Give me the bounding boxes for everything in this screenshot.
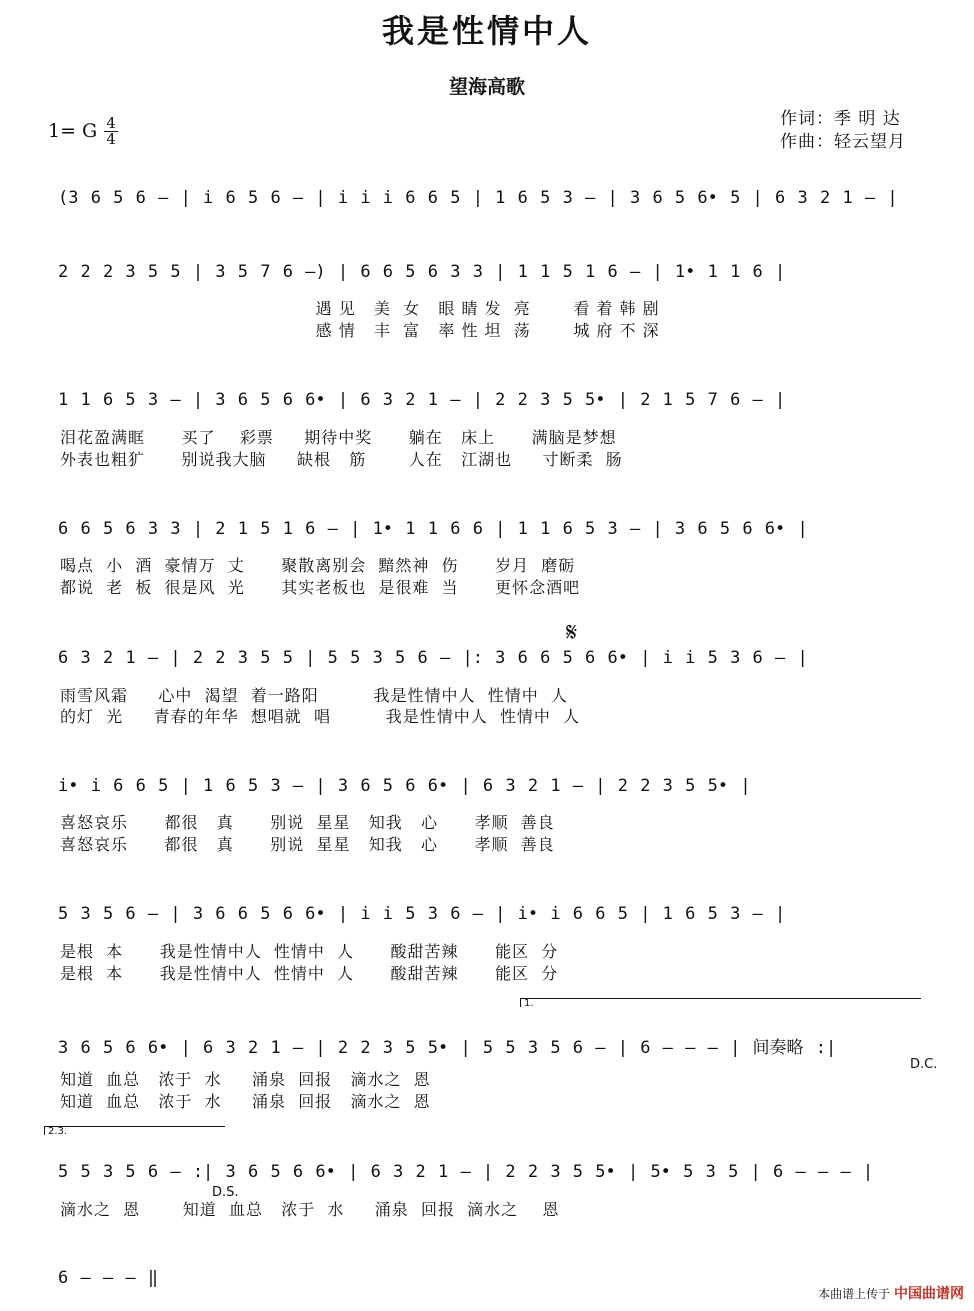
lyric-line-4a: 喝点 小 酒 豪情万 丈 聚散离别会 黯然神 伤 岁月 磨砺 (60, 556, 576, 575)
lyric-line-2a: 遇 见 美 女 眼 睛 发 亮 看 着 韩 剧 (60, 299, 660, 318)
lyric-line-8b: 知道 血总 浓于 水 涌泉 回报 滴水之 恩 (60, 1092, 431, 1111)
lyric-line-6a: 喜怒哀乐 都很 真 别说 星星 知我 心 孝顺 善良 (60, 813, 555, 832)
composer-credit: 作曲：轻云望月 (780, 132, 906, 152)
site-brand-logo[interactable]: 中国曲谱网 (894, 1286, 964, 1302)
song-title: 我是性情中人 (381, 12, 592, 50)
time-numerator: 4 (106, 114, 116, 132)
notation-row-6: i• i 6 6 5 | 1 6 5 3 — | 3 6 5 6 6• | 6 3 2 1 — | 2 2 3 5 5• | (58, 776, 751, 796)
dal-segno-mark: D.S. (212, 1185, 239, 1200)
key-signature: 1= G (48, 120, 98, 142)
source-footer (818, 1283, 964, 1303)
notation-row-9: 5 5 3 5 6 — :| 3 6 5 6 6• | 6 3 2 1 — | 2 2 3 5 5• | 5• 5 3 5 | 6 — — — | (58, 1162, 874, 1182)
da-capo-mark: D.C. (910, 1057, 938, 1072)
upload-note: 本曲谱上传于 (818, 1287, 891, 1301)
lyricist-credit: 作词：季 明 达 (780, 109, 901, 129)
lyric-line-3a: 泪花盈满眶 买了 彩票 期待中奖 躺在 床上 满脑是梦想 (60, 428, 617, 447)
segno-sign: 𝄋 (566, 618, 578, 648)
lyric-line-9a: 滴水之 恩 知道 血总 浓于 水 涌泉 回报 滴水之 恩 (60, 1200, 560, 1219)
lyric-line-5a: 雨雪风霜 心中 渴望 着一路阳 我是性情中人 性情中 人 (60, 686, 568, 705)
first-ending-bracket: 1. (520, 998, 921, 1007)
song-subtitle: 望海高歌 (448, 76, 525, 98)
time-denominator: 4 (104, 131, 118, 147)
time-signature (104, 116, 118, 147)
notation-row-3: 1 1 6 5 3 — | 3 6 5 6 6• | 6 3 2 1 — | 2 2 3 5 5• | 2 1 5 7 6 — | (58, 390, 786, 410)
lyric-line-4b: 都说 老 板 很是风 光 其实老板也 是很难 当 更怀念酒吧 (60, 578, 581, 597)
notation-row-4: 6 6 5 6 3 3 | 2 1 5 1 6 — | 1• 1 1 6 6 | 1 1 6 5 3 — | 3 6 5 6 6• | (58, 519, 808, 539)
lyric-line-3b: 外表也粗犷 别说我大脑 缺根 筋 人在 江湖也 寸断柔 肠 (60, 450, 623, 469)
lyric-line-5b: 的灯 光 青春的年华 想唱就 唱 我是性情中人 性情中 人 (60, 707, 581, 726)
lyric-line-7b: 是根 本 我是性情中人 性情中 人 酸甜苦辣 能区 分 (60, 964, 559, 983)
notation-row-5: 6 3 2 1 — | 2 2 3 5 5 | 5 5 3 5 6 — |: 3 6 6 5 6 6• | i i 5 3 6 — | (58, 648, 808, 668)
lyric-line-7a: 是根 本 我是性情中人 性情中 人 酸甜苦辣 能区 分 (60, 942, 559, 961)
notation-row-1: (3 6 5 6 — | i 6 5 6 — | i i i 6 6 5 | 1 6 5 3 — | 3 6 5 6• 5 | 6 3 2 1 — | (58, 188, 898, 208)
notation-row-8: 3 6 5 6 6• | 6 3 2 1 — | 2 2 3 5 5• | 5 5 3 5 6 — | 6 — — — | 间奏略 :| (58, 1038, 837, 1058)
notation-row-7: 5 3 5 6 — | 3 6 6 5 6 6• | i i 5 3 6 — | i• i 6 6 5 | 1 6 5 3 — | (58, 904, 786, 924)
second-ending-bracket: 2.3. (44, 1126, 225, 1135)
notation-row-10: 6 — — — ‖ (58, 1268, 159, 1288)
lyric-line-8a: 知道 血总 浓于 水 涌泉 回报 滴水之 恩 (60, 1070, 431, 1089)
notation-row-2: 2 2 2 3 5 5 | 3 5 7 6 —) | 6 6 5 6 3 3 | 1 1 5 1 6 — | 1• 1 1 6 | (58, 262, 786, 282)
lyric-line-6b: 喜怒哀乐 都很 真 别说 星星 知我 心 孝顺 善良 (60, 835, 555, 854)
lyric-line-2b: 感 情 丰 富 率 性 坦 荡 城 府 不 深 (60, 321, 660, 340)
